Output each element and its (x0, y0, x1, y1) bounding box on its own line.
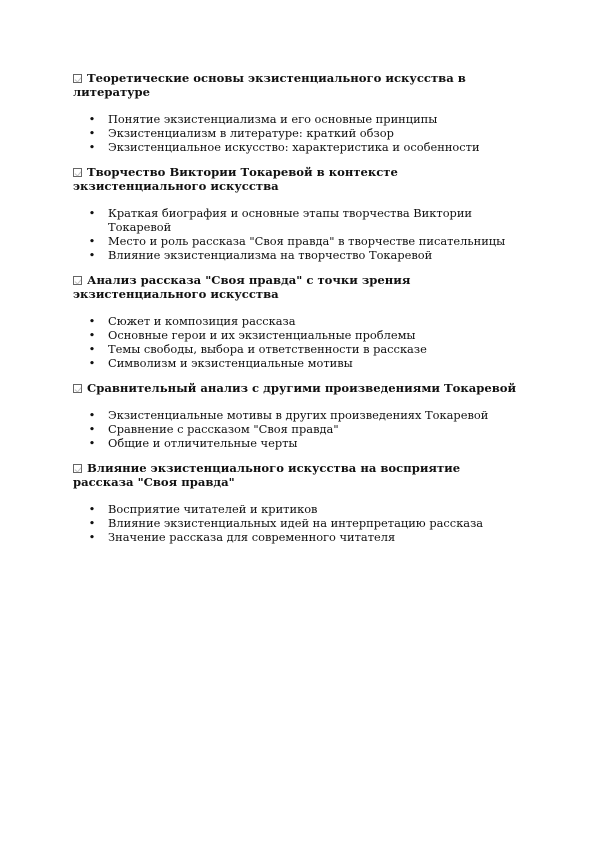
list-item: • Символизм и экзистенциальные мотивы (88, 356, 353, 370)
bullet-icon: • (88, 314, 96, 328)
checkbox-icon (73, 168, 82, 177)
bullet-list (73, 314, 523, 370)
bullet-icon: • (88, 530, 96, 544)
bullet-icon: • (88, 140, 96, 154)
bullet-list (73, 206, 523, 262)
checkbox-icon (73, 74, 82, 83)
list-item: • Место и роль рассказа "Своя правда" в творчестве писательницы (88, 234, 506, 248)
checkbox-icon (73, 464, 82, 473)
list-item: • Экзистенциальное искусство: характеристика и особенности (88, 140, 480, 154)
list-item: • Влияние экзистенциализма на творчество Токаревой (88, 248, 433, 262)
section-heading (73, 461, 523, 489)
section-heading-text: Творчество Виктории Токаревой в контексте экзистенциального искусства (73, 165, 398, 193)
list-item: • Темы свободы, выбора и ответственности в рассказе (88, 342, 427, 356)
checkbox-icon (73, 276, 82, 285)
section-heading (73, 71, 523, 99)
checkbox-icon (73, 384, 82, 393)
section-heading (73, 273, 523, 301)
list-item: • Сюжет и композиция рассказа (88, 314, 296, 328)
section-story-analysis (73, 273, 523, 370)
list-item: • Краткая биография и основные этапы творчества Виктории Токаревой (88, 206, 473, 234)
bullet-icon: • (88, 422, 96, 436)
section-heading (73, 381, 523, 395)
bullet-list (73, 408, 523, 450)
list-item: • Влияние экзистенциальных идей на интерпретацию рассказа (88, 516, 484, 530)
list-item: • Понятие экзистенциализма и его основные принципы (88, 112, 438, 126)
list-item: • Сравнение с рассказом "Своя правда" (88, 422, 339, 436)
list-item: • Восприятие читателей и критиков (88, 502, 318, 516)
bullet-icon: • (88, 206, 96, 220)
bullet-icon: • (88, 436, 96, 450)
bullet-icon: • (88, 126, 96, 140)
list-item: • Основные герои и их экзистенциальные проблемы (88, 328, 416, 342)
bullet-list (73, 502, 523, 544)
section-heading-text: Влияние экзистенциального искусства на восприятие рассказа "Своя правда" (73, 461, 461, 489)
document-page (73, 71, 523, 555)
bullet-list (73, 112, 523, 154)
list-item: • Общие и отличительные черты (88, 436, 298, 450)
bullet-icon: • (88, 502, 96, 516)
section-theory (73, 71, 523, 154)
bullet-icon: • (88, 342, 96, 356)
section-comparative (73, 381, 523, 450)
list-item: • Экзистенциальные мотивы в других произведениях Токаревой (88, 408, 489, 422)
list-item: • Значение рассказа для современного читателя (88, 530, 396, 544)
bullet-icon: • (88, 516, 96, 530)
section-heading-text: Анализ рассказа "Своя правда" с точки зрения экзистенциального искусства (73, 273, 411, 301)
section-perception (73, 461, 523, 544)
list-item: • Экзистенциализм в литературе: краткий обзор (88, 126, 394, 140)
section-tokareva-work (73, 165, 523, 262)
bullet-icon: • (88, 248, 96, 262)
section-heading-text: Теоретические основы экзистенциального искусства в литературе (73, 71, 466, 99)
bullet-icon: • (88, 328, 96, 342)
bullet-icon: • (88, 112, 96, 126)
section-heading-text: Сравнительный анализ с другими произведениями Токаревой (87, 381, 517, 395)
bullet-icon: • (88, 234, 96, 248)
bullet-icon: • (88, 408, 96, 422)
section-heading (73, 165, 523, 193)
bullet-icon: • (88, 356, 96, 370)
